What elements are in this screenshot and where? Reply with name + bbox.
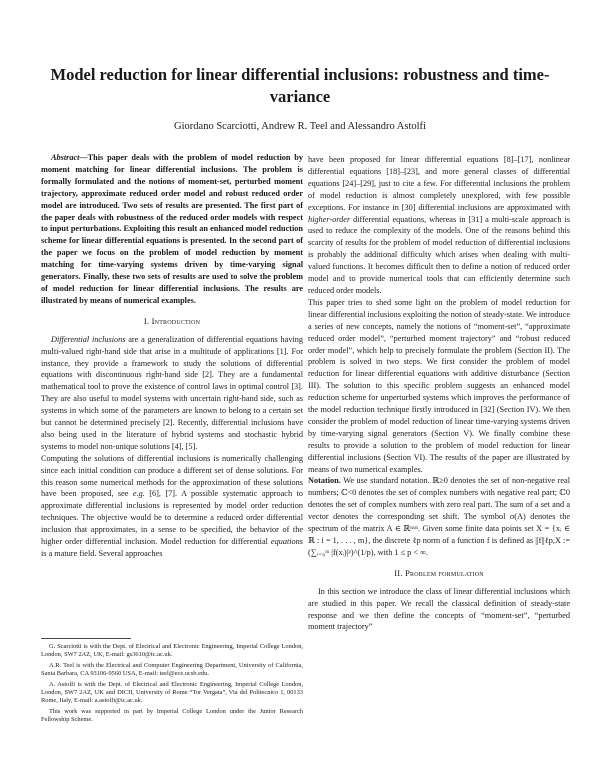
intro-paragraph-2-text-a: Computing the solutions of differential inclusions is numerically challenging since each initial condition can produce a different set of dense solutions. For this reason some numerical methods for the approximation of these solutions have been proposed, see: [41, 453, 303, 499]
footnote-rule: [41, 638, 131, 639]
intro-paragraph-1: [41, 334, 303, 453]
section-heading-introduction: [41, 316, 303, 328]
intro-paragraph-2-em2: equations: [270, 537, 303, 547]
section-title-text: Introduction: [151, 315, 201, 326]
section-number: I.: [143, 315, 150, 326]
footnotes: [41, 643, 303, 727]
author-list: Giordano Scarciotti, Andrew R. Teel and Alessandro Astolfi: [174, 121, 426, 132]
intro-paragraph-2-text-b: [6], [7]. A possible systematic approach to approximate differential inclusions is represented by model order reduction techniques. The objective would be to determine a reduced order differential inclusion that approximates, in a sense to be specified, the behavior of the higher order differential inclusion. Model reduction for differential: [41, 489, 303, 547]
intro-paragraph-3: [308, 154, 570, 297]
intro-paragraph-1-text: are a generalization of differential equations having multi-valued right-hand side that arise in a multitude of applications [1]. For instance, they provide a framework to study the solutions of differential equations with discontinuous right-hand side [2]. They are a fundamental mathematical tool to prove the existence of control laws in optimal control [3]. They are also useful to model systems with uncertain right-hand side, such as systems in which some of the parameters are known to belong to a certain set but cannot be determined precisely [2]. Recently, differential inclusions have also being used in the literature of hybrid systems and stochastic hybrid systems to model non-unique solutions [4], [5].: [41, 334, 303, 451]
left-column: [41, 152, 303, 560]
right-column: [308, 154, 570, 633]
notation-label: Notation.: [308, 476, 341, 486]
intro-paragraph-2-text-c: is a mature field. Several approaches: [41, 549, 163, 558]
section-title-text: Problem formulation: [405, 567, 484, 578]
footnote-scarciotti: G. Scarciotti is with the Dept. of Electrical and Electronic Engineering, Imperial College London, London, SW7 2AZ, UK, E-mail: gs3610@ic.ac.uk.: [41, 643, 303, 659]
section-heading-problem-formulation: [308, 568, 570, 580]
intro-paragraph-3-text-b: differential equations, whereas in [31] a multi-scale approach is used to reduce the complexity of the models. One of the reasons behind this scarcity of results for the problem of model reduction of differential inclusions is probably the additional difficulty which arises when dealing with multi-valued functions. It becomes difficult then to define a notion of reduced order model and to provide numerical tools that can efficiently determine such reduced order models.: [308, 214, 570, 295]
intro-paragraph-3-text-a: have been proposed for linear differential equations [8]–[17], nonlinear differential equations [18]–[23], and more general classes of differential equations [24]–[29], just to cite a few. For differential inclusions the problem of model reduction is almost completely unexplored, with few possible exceptions. For instance in [30] differential inclusions are approximated with: [308, 155, 570, 212]
intro-paragraph-2-em: e.g.: [132, 489, 145, 499]
footnote-teel: A.R. Teel is with the Electrical and Computer Engineering Department, University of California, Santa Barbara, CA 93106-9560 USA, E-mail: teel@ece.ucsb.edu.: [41, 661, 303, 678]
abstract: [41, 152, 303, 307]
abstract-label: Abstract: [51, 153, 80, 162]
abstract-text: —This paper deals with the problem of model reduction by moment matching for linear differential inclusions. The problem is formally formulated and the notions of moment-set, perturbed moment trajectory, approximate reduced order model and robust reduced order model are introduced. Two sets of results are presented. The first part of the paper deals with robustness of the reduced order models with respect to input perturbations. Exploiting this result an enhanced model reduction scheme for linear differential equations is presented. In the second part of the paper we focus on the problem of model reduction by moment matching for time-varying systems driven by time-varying signal generators. Finally, these two sets of results are used to solve the problem of model reduction for linear differential inclusions. The results are illustrated by means of numerical examples.: [41, 153, 303, 305]
intro-emphasis: Differential inclusions: [51, 334, 126, 344]
paper-title: Model reduction for linear differential inclusions: robustness and time-variance: [50, 65, 550, 106]
intro-paragraph-4: This paper tries to shed some light on the problem of model reduction for linear differential inclusions exploiting the notion of steady-state. We introduce a series of new concepts, namely the notions of “moment-set”, “approximate reduced order model”, “perturbed moment trajectory” and “robust reduced order model”, which help to precisely formulate the problem (Section II). The problem is solved in two steps. We first consider the problem of model reduction for linear differential equations with additive disturbance (Section III). The solution to this specific problem suggests an enhanced model reduction scheme for unperturbed systems which improves the performance of the model reduction technique firstly introduced in [32] (Section IV). We then consider the problem of model reduction of linear time-varying systems driven by time-varying signal generators (Section V). We finally combine these results to provide a solution to the problem of model reduction for linear differential inclusions (Section VI). The results of the paper are illustrated by means of two numerical examples.: [308, 297, 570, 474]
notation-paragraph: [308, 475, 570, 558]
intro-paragraph-3-em: higher-order: [308, 214, 351, 224]
footnote-funding: This work was supported in part by Imperial College London under the Junior Research Fellowship Scheme.: [41, 707, 303, 724]
section-number: II.: [394, 567, 403, 578]
notation-text: We use standard notation. ℝ≥0 denotes the set of non-negative real numbers; ℂ<0 denotes the set of complex numbers with negative real part; ℂ0 denotes the set of complex numbers with zero real part. The sum of a set and a vector denotes the corresponding set shift. The symbol σ(A) denotes the spectrum of the matrix A ∈ ℝⁿˣⁿ. Given some finite data points set X = {xᵢ ∈ ℝ : i = 1, . . . , m}, the discrete ℓp norm of a function f is defined as ||f||ℓp,X := (∑ᵢ₌₀ᵐ |f(xᵢ)|ᵖ)^(1/p), with 1 ≤ p < ∞.: [308, 476, 570, 557]
intro-paragraph-2: [41, 453, 303, 560]
section2-paragraph-1: In this section we introduce the class of linear differential inclusions which are studied in this paper. We recall the classical definition of steady-state response and we then define the concepts of “moment-set”, “perturbed moment trajectory”: [308, 586, 570, 632]
footnote-astolfi: A. Astolfi is with the Dept. of Electrical and Electronic Engineering, Imperial College London, London, SW7 2AZ, UK and DICII, University of Rome “Tor Vergata”, Via del Politecnico 1, 00133 Rome, Italy, E-mail: a.astolfi@ic.ac.uk.: [41, 680, 303, 705]
